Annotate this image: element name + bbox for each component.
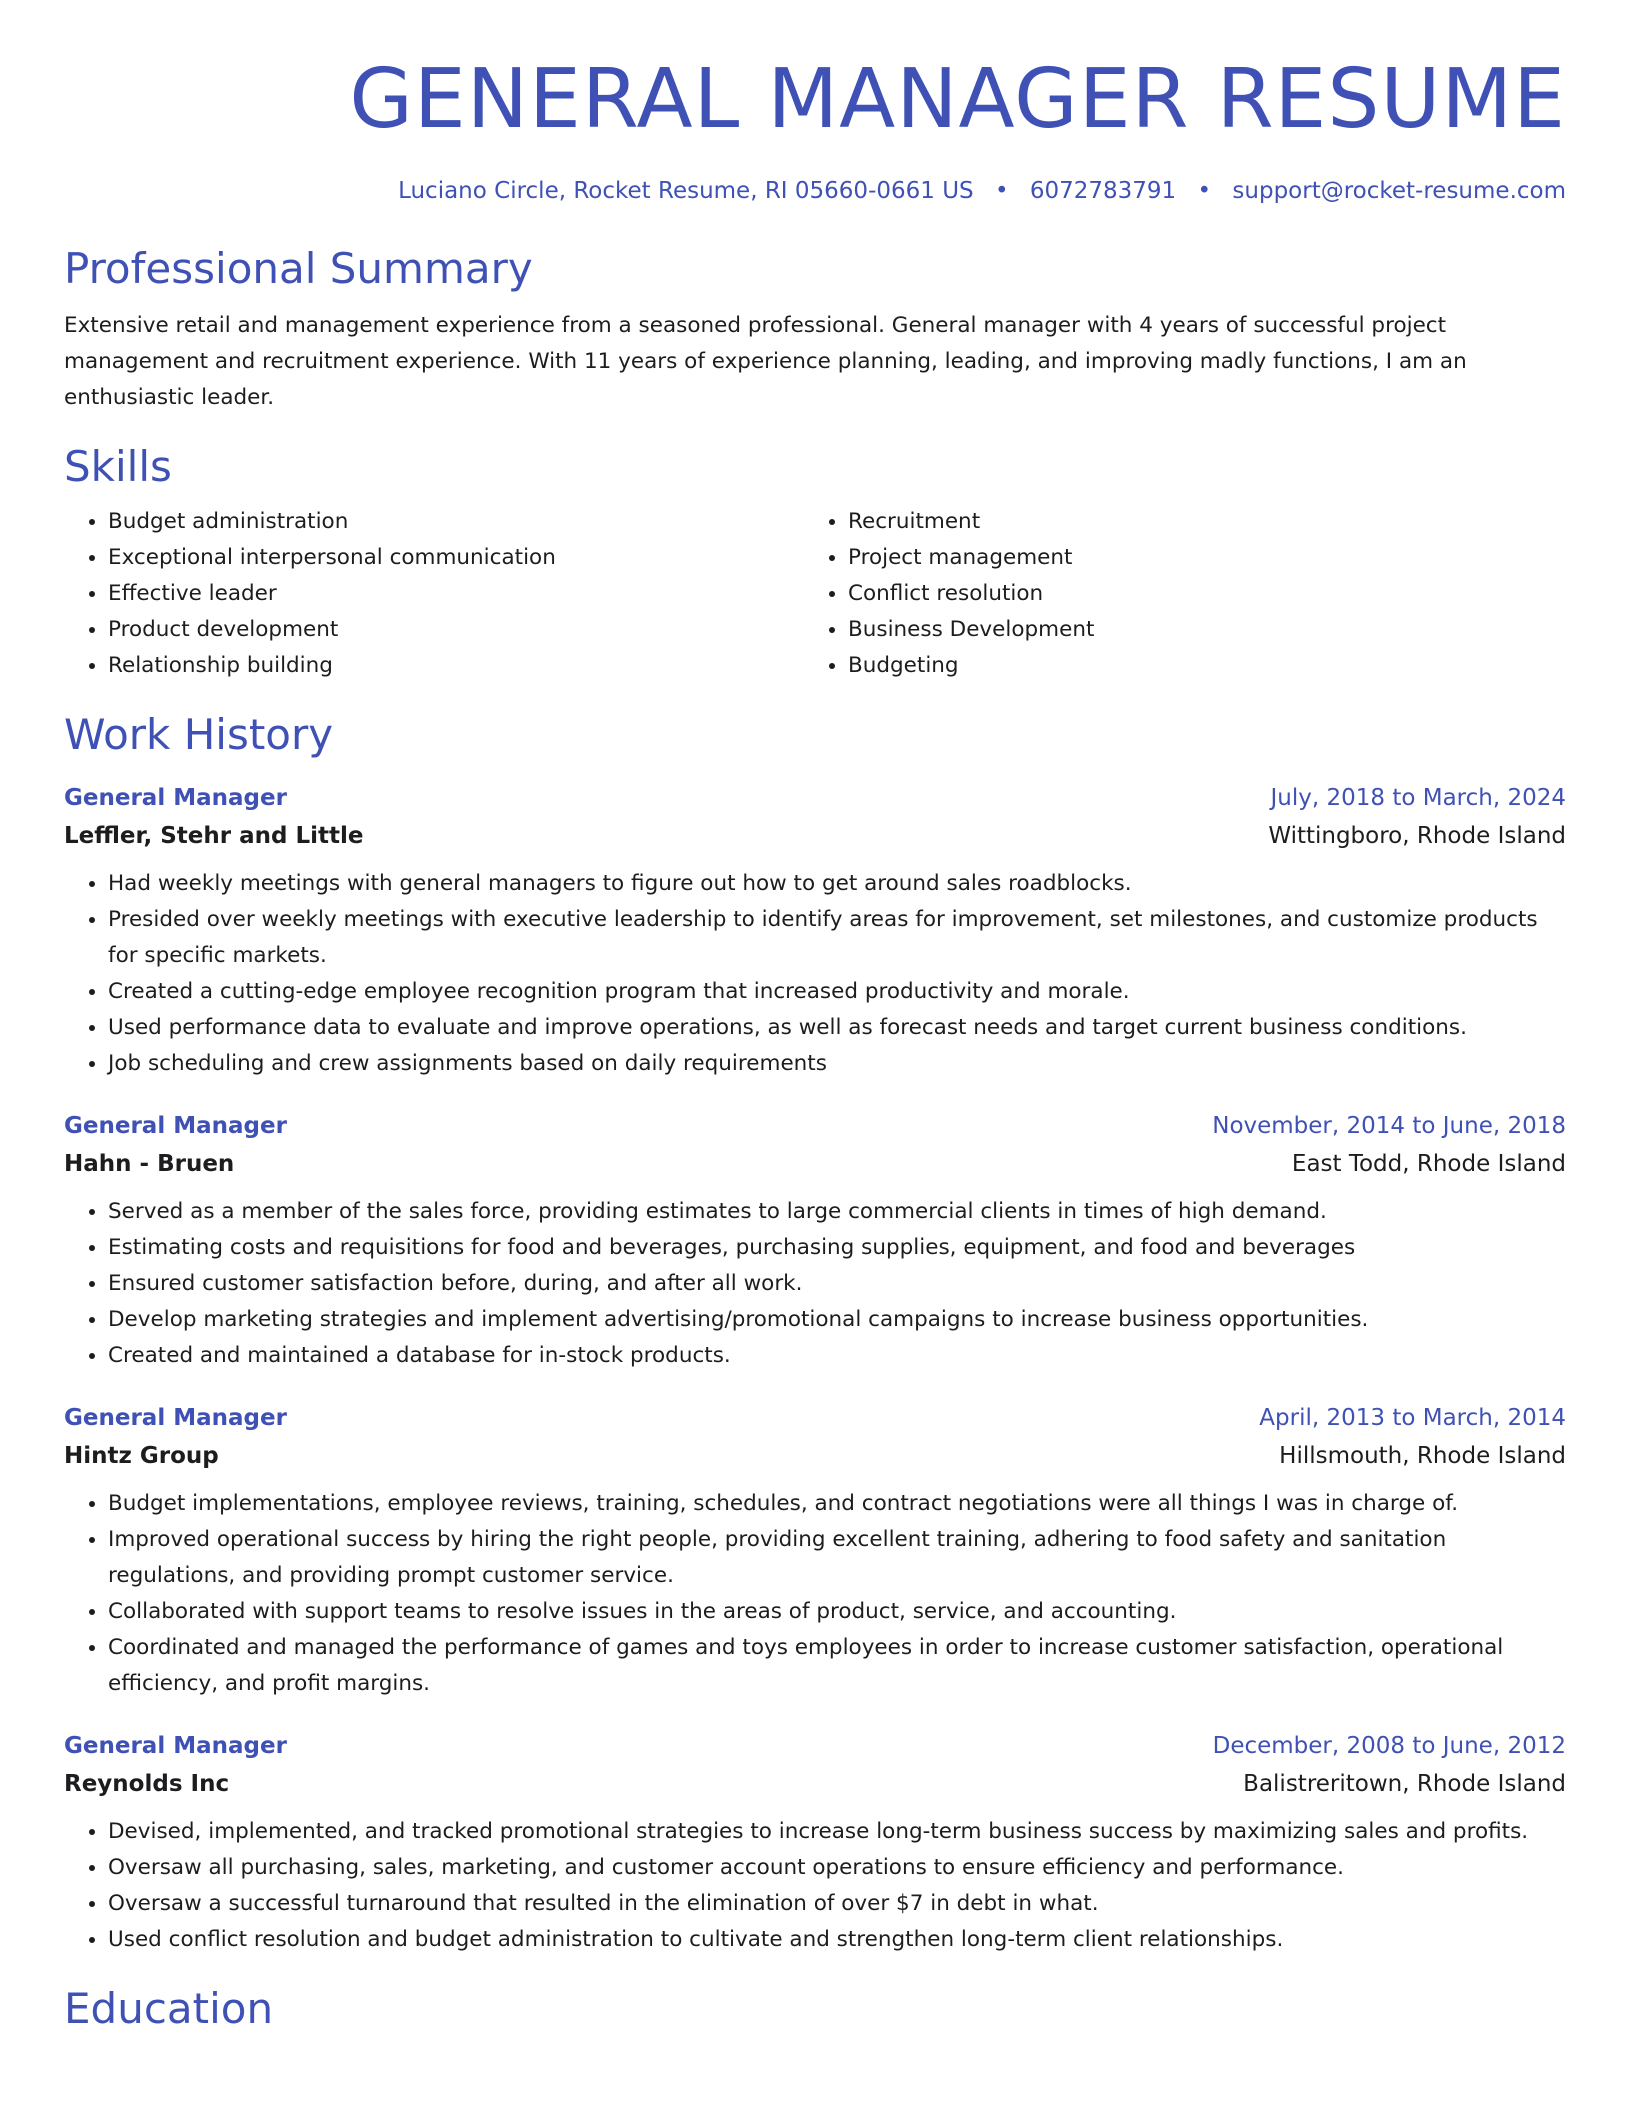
job-bullet: • Budget implementations, employee reviews, training, schedules, and contract negotiations were all things I was in charge of. (108, 1486, 1566, 1522)
contact-separator: • (994, 178, 1009, 204)
job-location: Balistreritown, Rhode Island (1243, 1771, 1566, 1797)
job-bullet: • Used conflict resolution and budget administration to cultivate and strengthen long-term client relationships. (108, 1922, 1566, 1958)
contact-phone: 6072783791 (1029, 178, 1177, 204)
contact-address: Luciano Circle, Rocket Resume, RI 05660-0661 US (398, 178, 974, 204)
job-bullet: • Created and maintained a database for in-stock products. (108, 1338, 1566, 1374)
job-bullets (64, 1814, 1566, 1958)
job-bullet: • Served as a member of the sales force, providing estimates to large commercial clients in times of high demand. (108, 1194, 1566, 1230)
job-bullets (64, 866, 1566, 1082)
job-title: General Manager (64, 1113, 287, 1139)
job-bullet: • Oversaw a successful turnaround that resulted in the elimination of over $7 in debt in what. (108, 1886, 1566, 1922)
skill-item: • Budget administration (108, 504, 804, 540)
job-dates: April, 2013 to March, 2014 (1259, 1405, 1566, 1431)
skills-column-right (804, 504, 1564, 684)
summary-text: Extensive retail and management experience from a seasoned professional. General manager with 4 years of successful project management and recruitment experience. With 11 years of experience planning, leading, and improving madly functions, I am an enthusiastic leader. (64, 313, 1467, 410)
job-header (64, 1108, 1566, 1144)
job-company: Reynolds Inc (64, 1771, 230, 1797)
skills-heading: Skills (64, 442, 172, 491)
job-bullet: • Oversaw all purchasing, sales, marketing, and customer account operations to ensure efficiency and performance. (108, 1850, 1566, 1886)
job-company: Hintz Group (64, 1443, 219, 1469)
job-bullet: • Develop marketing strategies and implement advertising/promotional campaigns to increase business opportunities. (108, 1302, 1566, 1338)
job-bullets (64, 1194, 1566, 1374)
job-location: East Todd, Rhode Island (1291, 1151, 1566, 1177)
job-entry (64, 1400, 1566, 1702)
job-subheader (64, 816, 1566, 856)
job-bullet: • Had weekly meetings with general managers to figure out how to get around sales roadblocks. (108, 866, 1566, 902)
skills-list (64, 504, 1566, 684)
skills-column-left (64, 504, 804, 684)
education-heading: Education (64, 1984, 274, 2033)
job-bullets (64, 1486, 1566, 1702)
skill-item: • Budgeting (848, 648, 1564, 684)
job-bullet: • Presided over weekly meetings with executive leadership to identify areas for improvement, set milestones, and customize products for specific markets. (108, 902, 1566, 974)
job-entry (64, 1108, 1566, 1374)
job-bullet: • Collaborated with support teams to resolve issues in the areas of product, service, and accounting. (108, 1594, 1566, 1630)
job-bullet: • Devised, implemented, and tracked promotional strategies to increase long-term business success by maximizing sales and profits. (108, 1814, 1566, 1850)
job-subheader (64, 1144, 1566, 1184)
job-bullet: • Ensured customer satisfaction before, during, and after all work. (108, 1266, 1566, 1302)
job-bullet: • Improved operational success by hiring the right people, providing excellent training, adhering to food safety and sanitation regulations, and providing prompt customer service. (108, 1522, 1566, 1594)
resume-title: GENERAL MANAGER RESUME (349, 52, 1566, 147)
job-subheader (64, 1436, 1566, 1476)
skill-item: • Effective leader (108, 576, 804, 612)
job-header (64, 1728, 1566, 1764)
job-bullet: • Created a cutting-edge employee recognition program that increased productivity and morale. (108, 974, 1566, 1010)
skill-item: • Conflict resolution (848, 576, 1564, 612)
summary-heading: Professional Summary (64, 244, 533, 293)
job-title: General Manager (64, 785, 287, 811)
contact-line (64, 176, 1566, 206)
skill-item: • Relationship building (108, 648, 804, 684)
job-location: Wittingboro, Rhode Island (1268, 823, 1566, 849)
job-dates: December, 2008 to June, 2012 (1212, 1733, 1566, 1759)
job-dates: July, 2018 to March, 2024 (1270, 785, 1566, 811)
contact-separator: • (1197, 178, 1212, 204)
work-history-heading: Work History (64, 710, 334, 759)
job-company: Leffler, Stehr and Little (64, 823, 364, 849)
skill-item: • Project management (848, 540, 1564, 576)
job-title: General Manager (64, 1405, 287, 1431)
job-location: Hillsmouth, Rhode Island (1279, 1443, 1566, 1469)
job-title: General Manager (64, 1733, 287, 1759)
job-header (64, 780, 1566, 816)
skill-item: • Product development (108, 612, 804, 648)
job-bullet: • Used performance data to evaluate and improve operations, as well as forecast needs and target current business conditions. (108, 1010, 1566, 1046)
job-entry (64, 780, 1566, 1082)
skill-item: • Exceptional interpersonal communication (108, 540, 804, 576)
job-subheader (64, 1764, 1566, 1804)
job-dates: November, 2014 to June, 2018 (1212, 1113, 1566, 1139)
job-bullet: • Coordinated and managed the performance of games and toys employees in order to increase customer satisfaction, operational efficiency, and profit margins. (108, 1630, 1566, 1702)
job-header (64, 1400, 1566, 1436)
job-bullet: • Estimating costs and requisitions for food and beverages, purchasing supplies, equipment, and food and beverages (108, 1230, 1566, 1266)
skill-item: • Business Development (848, 612, 1564, 648)
skill-item: • Recruitment (848, 504, 1564, 540)
job-company: Hahn - Bruen (64, 1151, 235, 1177)
contact-email[interactable]: support@rocket-resume.com (1232, 178, 1566, 204)
job-entry (64, 1728, 1566, 1958)
job-bullet: • Job scheduling and crew assignments based on daily requirements (108, 1046, 1566, 1082)
